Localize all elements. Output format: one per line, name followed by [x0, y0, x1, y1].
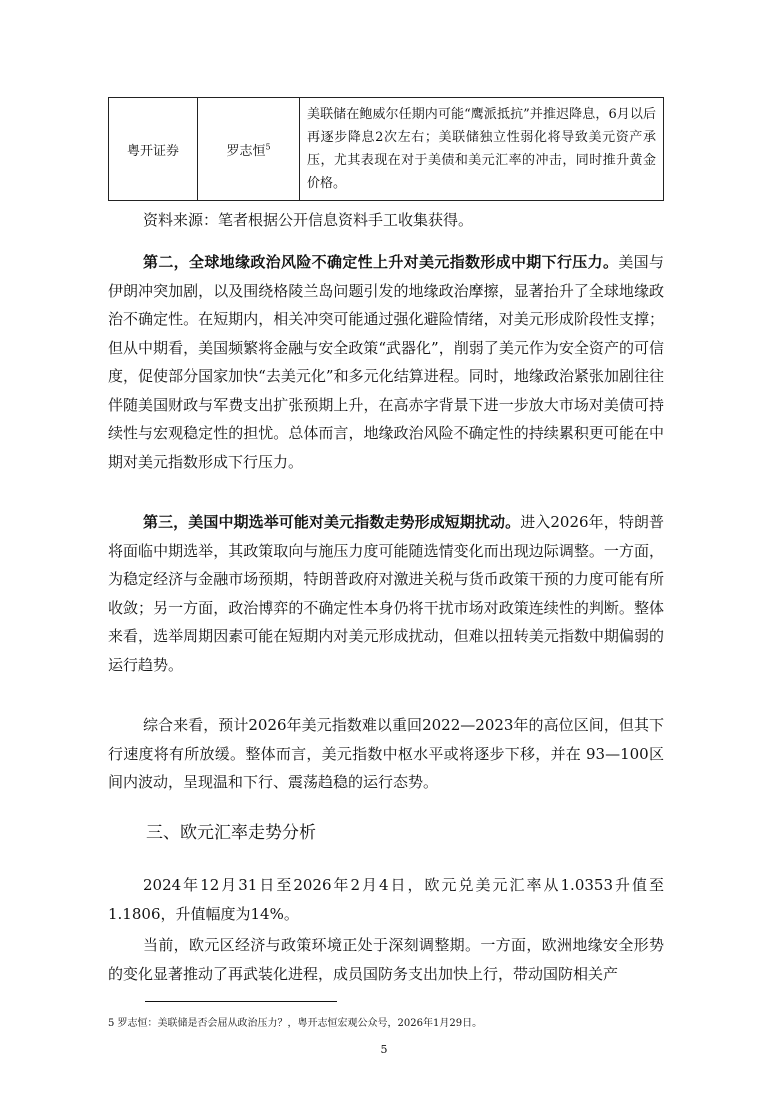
- paragraph-midterm-election: [108, 508, 664, 679]
- paragraph-euro-rate: 2024年12月31日至2026年2月4日，欧元兑美元汇率从1.0353升值至1.1806，升值幅度为14%。: [108, 876, 664, 923]
- footnote-divider: [145, 1001, 337, 1002]
- paragraph-lead: 第二，全球地缘政治风险不确定性上升对美元指数形成中期下行压力。: [143, 253, 619, 271]
- forecast-table: [108, 97, 664, 201]
- analyst-cell: [198, 98, 300, 201]
- view-cell: 美联储在鲍威尔任期内可能“鹰派抵抗”并推迟降息，6月以后再逐步降息2次左右；美联储独立性弱化将导致美元资产承压，尤其表现在对于美债和美元汇率的冲击，同时推升黄金价格。: [300, 98, 664, 201]
- paragraph-body: 进入2026年，特朗普将面临中期选举，其政策取向与施压力度可能随选情变化而出现边际调整。一方面，为稳定经济与金融市场预期，特朗普政府对激进关税与货币政策干预的力度可能有所收敛；另一方面，政治博弈的不确定性本身仍将干扰市场对政策连续性的判断。整体来看，选举周期因素可能在短期内对美元形成扰动，但难以扭转美元指数中期偏弱的运行趋势。: [108, 513, 664, 674]
- footnote: 5 罗志恒：美联储是否会屈从政治压力？，粤开志恒宏观公众号，2026年1月29日。: [108, 1018, 483, 1029]
- section-heading: 三、欧元汇率走势分析: [146, 823, 316, 843]
- paragraph-geopolitics: [108, 248, 664, 476]
- analyst-name: 罗志恒: [226, 143, 266, 159]
- paragraph-lead: 第三，美国中期选举可能对美元指数走势形成短期扰动。: [143, 513, 521, 531]
- table-source-note: 资料来源：笔者根据公开信息资料手工收集获得。: [143, 211, 474, 229]
- institution-cell: 粤开证券: [109, 98, 198, 201]
- footnote-ref[interactable]: 5: [265, 142, 271, 152]
- paragraph-euro-environment: 当前，欧元区经济与政策环境正处于深刻调整期。一方面，欧洲地缘安全形势的变化显著推动了再武装化进程，成员国防务支出加快上行，带动国防相关产: [108, 936, 664, 983]
- paragraph-body: 美国与伊朗冲突加剧，以及围绕格陵兰岛问题引发的地缘政治摩擦，显著抬升了全球地缘政治不确定性。在短期内，相关冲突可能通过强化避险情绪，对美元形成阶段性支撑；但从中期看，美国频繁将金融与安全政策“武器化”，削弱了美元作为安全资产的可信度，促使部分国家加快“去美元化”和多元化结算进程。同时，地缘政治紧张加剧往往伴随美国财政与军费支出扩张预期上升，在高赤字背景下进一步放大市场对美债可持续性与宏观稳定性的担忧。总体而言，地缘政治风险不确定性的持续累积更可能在中期对美元指数形成下行压力。: [108, 253, 664, 471]
- paragraph-summary: 综合来看，预计2026年美元指数难以重回2022—2023年的高位区间，但其下行速度将有所放缓。整体而言，美元指数中枢水平或将逐步下移，并在 93—100区间内波动，呈现温和下行、震荡趋稳的运行态势。: [108, 716, 664, 791]
- table-row: [109, 98, 664, 201]
- page-number: 5: [380, 1043, 388, 1056]
